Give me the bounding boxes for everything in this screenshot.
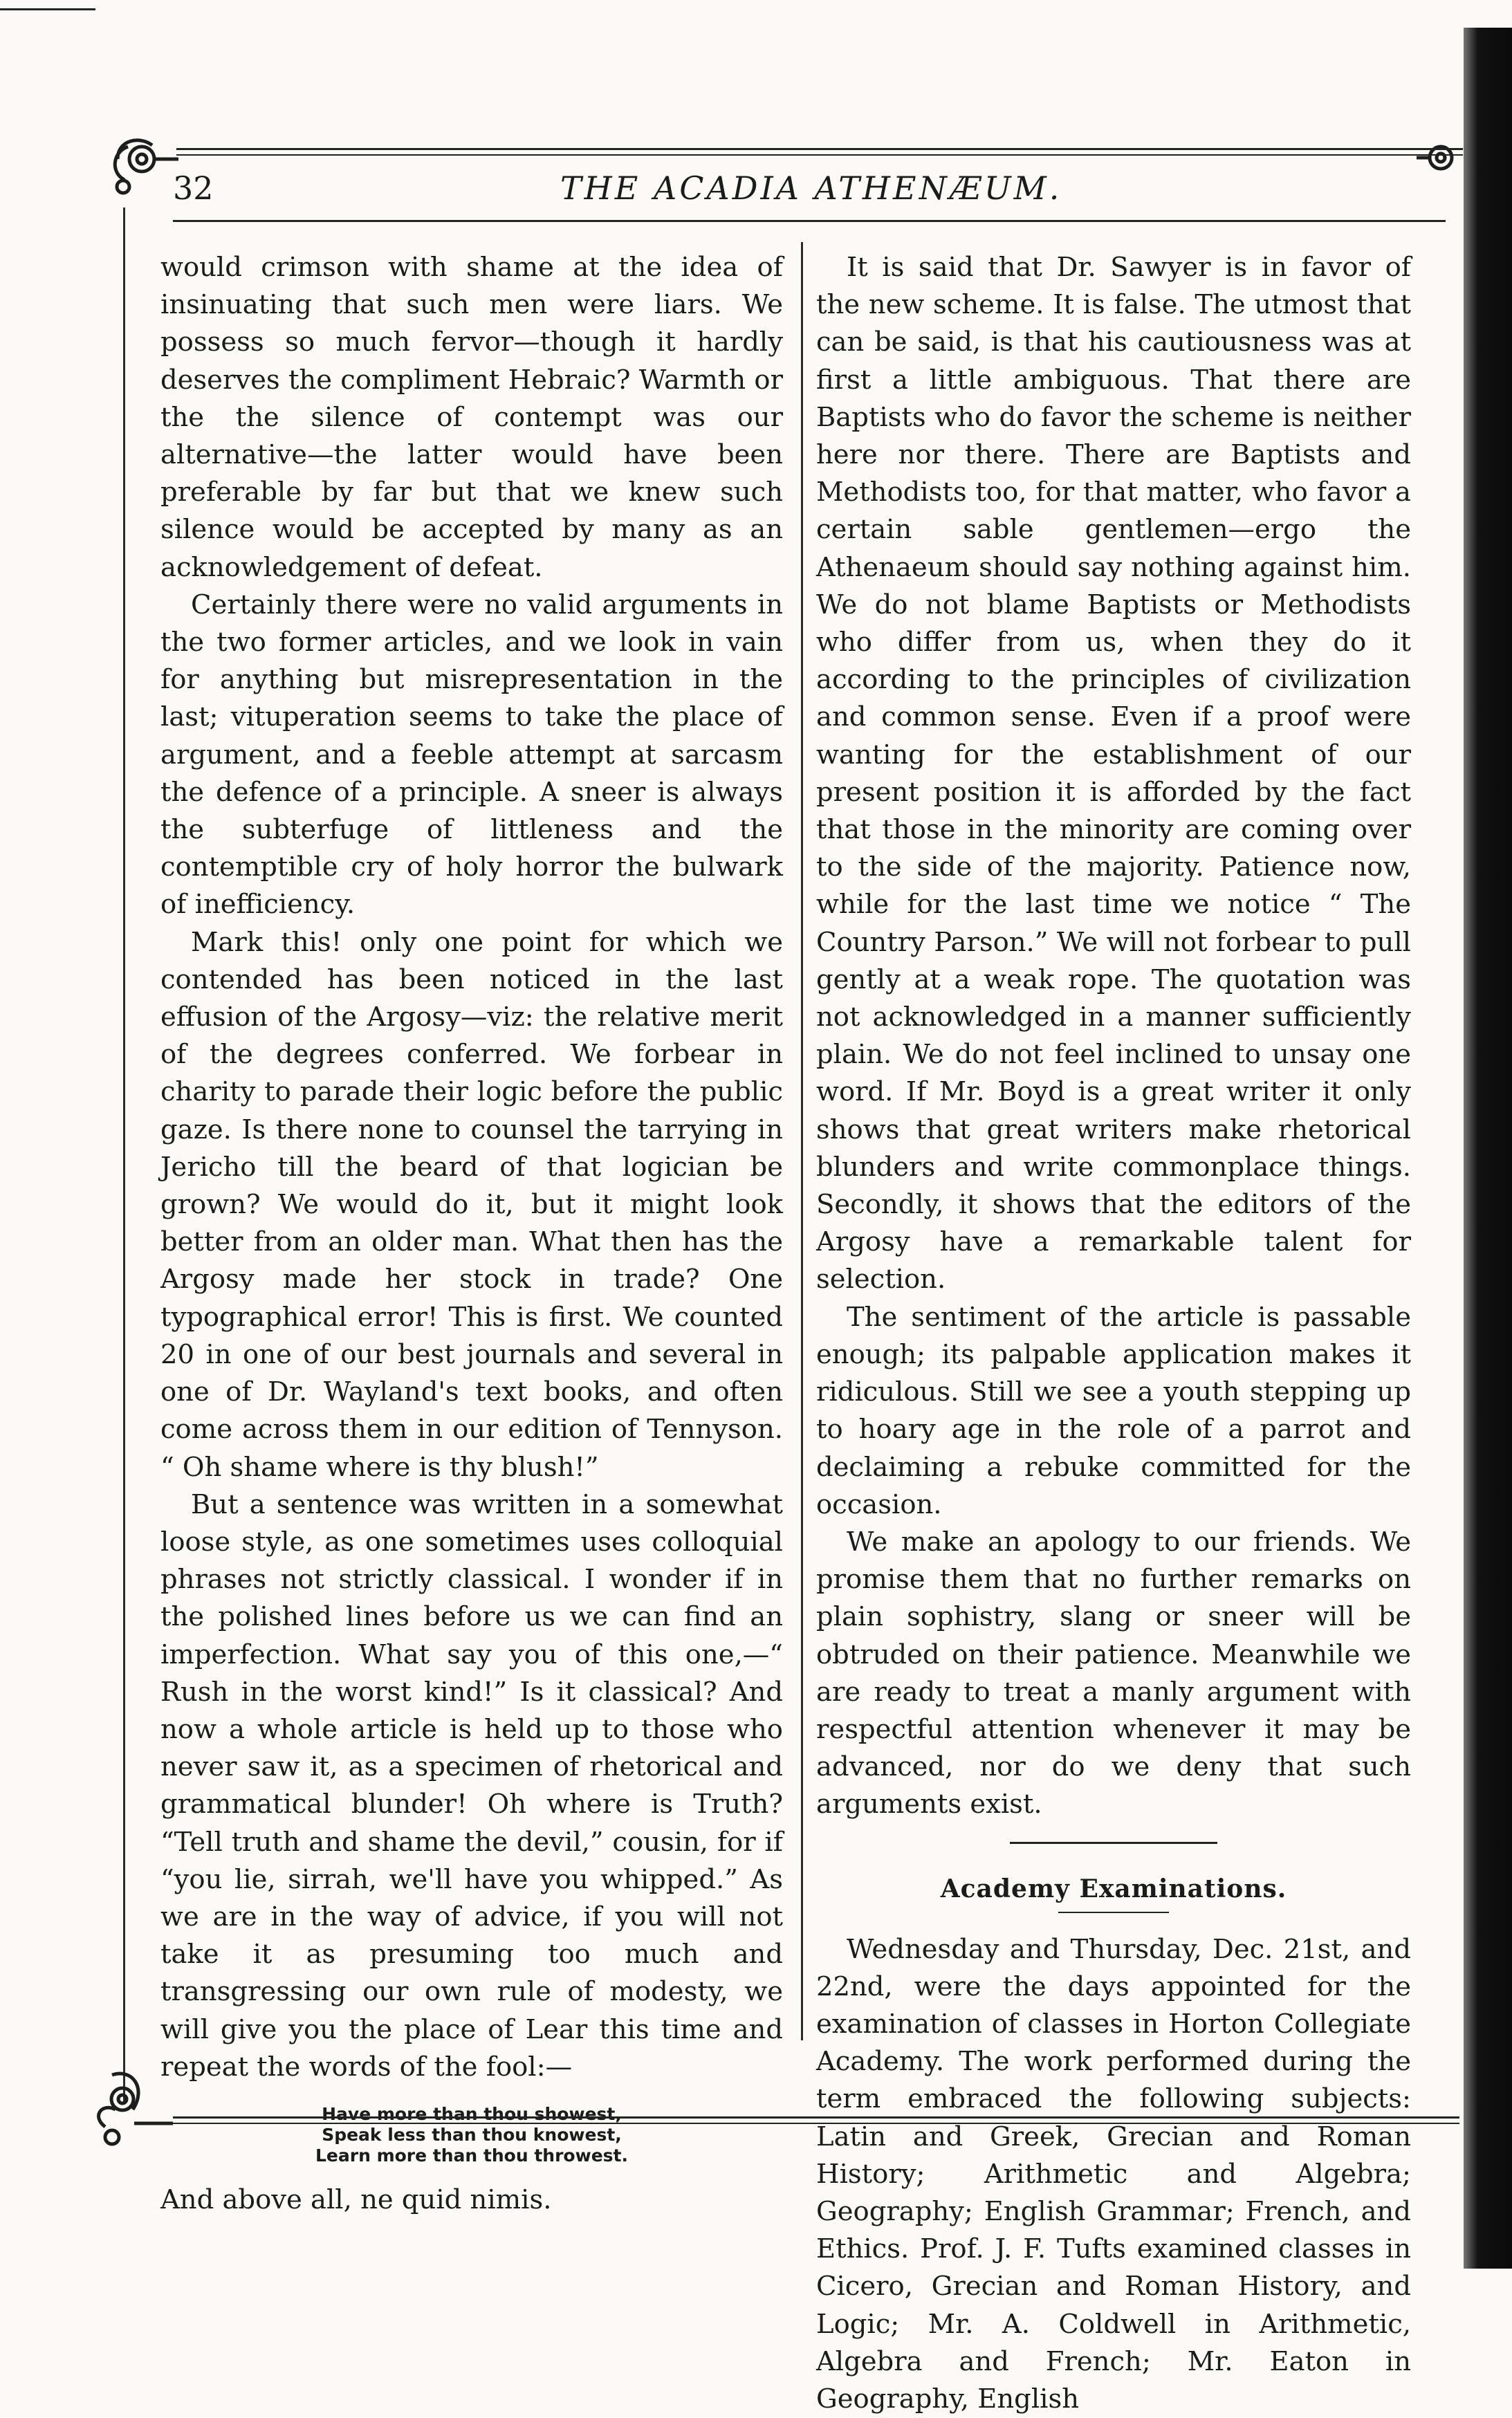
left-paragraph-1: would crimson with shame at the idea of insinuating that such men were liars. We possess so much fervor—though it hardly deserves the compliment Hebraic? Warmth or the the silence of contempt was our alternative—the latter would have been preferable by far but that we knew such silence would be accepted by many as an acknowledgement of defeat. [160, 252, 783, 583]
running-head [173, 167, 1453, 216]
header-double-rule [176, 148, 1463, 156]
section-separator-rule [1010, 1842, 1217, 1844]
page-number: 32 [173, 169, 214, 207]
verse-line: Learn more than thou throwest. [315, 2145, 628, 2166]
left-closing-line: And above all, ne quid nimis. [160, 2184, 552, 2215]
right-paragraph-1: It is said that Dr. Sawyer is in favor of the new scheme. It is false. The utmost that can be said, is that his cautiousness was at first a little ambiguous. That there are Baptists who do favor the scheme is neither here nor there. There are Baptists and Methodists too, for that matter, who favor a certain sable gentlemen—ergo the Athenaeum should say nothing against him. We do not blame Baptists or Methodists who differ from us, when they do it according to the principles of civilization and common sense. Even if a proof were wanting for the establishment of our present position it is afforded by the fact that those in the minority are coming over to the side of the majority. Patience now, while for the last time we notice “ The Country Parson.” We will not forbear to pull gently at a weak rope. The quotation was not acknowledged in a manner sufficiently plain. We do not feel inclined to unsay one word. If Mr. Boyd is a great writer it only shows that great writers make rhetorical blunders and write commonplace things. Secondly, it shows that the editors of the Argosy have a remarkable talent for selection. [816, 252, 1411, 1295]
top-left-scroll-ornament [104, 131, 180, 207]
section-title-underline [1058, 1912, 1169, 1913]
verse-quote [160, 2104, 783, 2166]
left-column [160, 249, 783, 2219]
header-under-rule [173, 220, 1446, 222]
bottom-left-scroll-ornament [84, 2068, 174, 2158]
right-paragraph-2: The sentiment of the article is passable enough; its palpable application makes it ridiculous. Still we see a youth stepping up to hoary age in the role of a parrot and declaiming a rebuke committed for the occasion. [816, 1301, 1411, 1520]
right-paragraph-3: We make an apology to our friends. We promise them that no further remarks on plain sophistry, slang or sneer will be obtruded on their patience. Meanwhile we are ready to treat a manly argument with respectful attention whenever it may be advanced, nor do we deny that such arguments exist. [816, 1526, 1411, 1820]
left-margin-rule [123, 207, 125, 2103]
right-column [816, 249, 1411, 2418]
section-title: Academy Examinations. [940, 1874, 1287, 1903]
scan-edge-shadow [1464, 28, 1512, 2269]
verse-line: Speak less than thou knowest, [322, 2124, 622, 2145]
left-paragraph-4: But a sentence was written in a somewhat loose style, as one sometimes uses colloquial phrases not strictly classical. I wonder if in the polished lines before us we can find an imperfection. What say you of this one,—“ Rush in the worst kind!” Is it classical? And now a whole article is held up to those who never saw it, as a specimen of rhetorical and grammatical blunder! Oh where is Truth? “Tell truth and shame the devil,” cousin, for if “you lie, sirrah, we'll have you whipped.” As we are in the way of advice, if you will not take it as presuming too much and transgressing our own rule of modesty, we will give you the place of Lear this time and repeat the words of the fool:— [160, 1488, 783, 2083]
column-divider [801, 242, 803, 2040]
verse-line: Have more than thou showest, [322, 2103, 622, 2124]
journal-title: THE ACADIA ATHENÆUM. [560, 169, 1062, 207]
top-scrap-line [0, 8, 95, 10]
footer-double-rule [173, 2116, 1459, 2124]
section-paragraph: Wednesday and Thursday, Dec. 21st, and 22nd, were the days appointed for the examination of classes in Horton Collegiate Academy. The work performed during the term embraced the following subjects: Latin and Greek, Grecian and Roman History; Arithmetic and Algebra; Geography; English Grammar; French, and Ethics. Prof. J. F. Tufts examined classes in Cicero, Grecian and Roman History, and Logic; Mr. A. Coldwell in Arithmetic, Algebra and French; Mr. Eaton in Geography, English [816, 1933, 1411, 2415]
left-paragraph-3: Mark this! only one point for which we contended has been noticed in the last effusion of the Argosy—viz: the relative merit of the degrees conferred. We forbear in charity to parade their logic before the public gaze. Is there none to counsel the tarrying in Jericho till the beard of that logician be grown? We would do it, but it might look better from an older man. What then has the Argosy made her stock in trade? One typographical error! This is first. We counted 20 in one of our best journals and several in one of Dr. Wayland's text books, and often come across them in our edition of Tennyson. “ Oh shame where is thy blush!” [160, 926, 783, 1483]
left-paragraph-2: Certainly there were no valid arguments in the two former articles, and we look in vain for anything but misrepresentation in the last; vituperation seems to take the place of argument, and a feeble attempt at sarcasm the defence of a principle. A sneer is always the subterfuge of littleness and the contemptible cry of holy horror the bulwark of inefficiency. [160, 589, 783, 921]
